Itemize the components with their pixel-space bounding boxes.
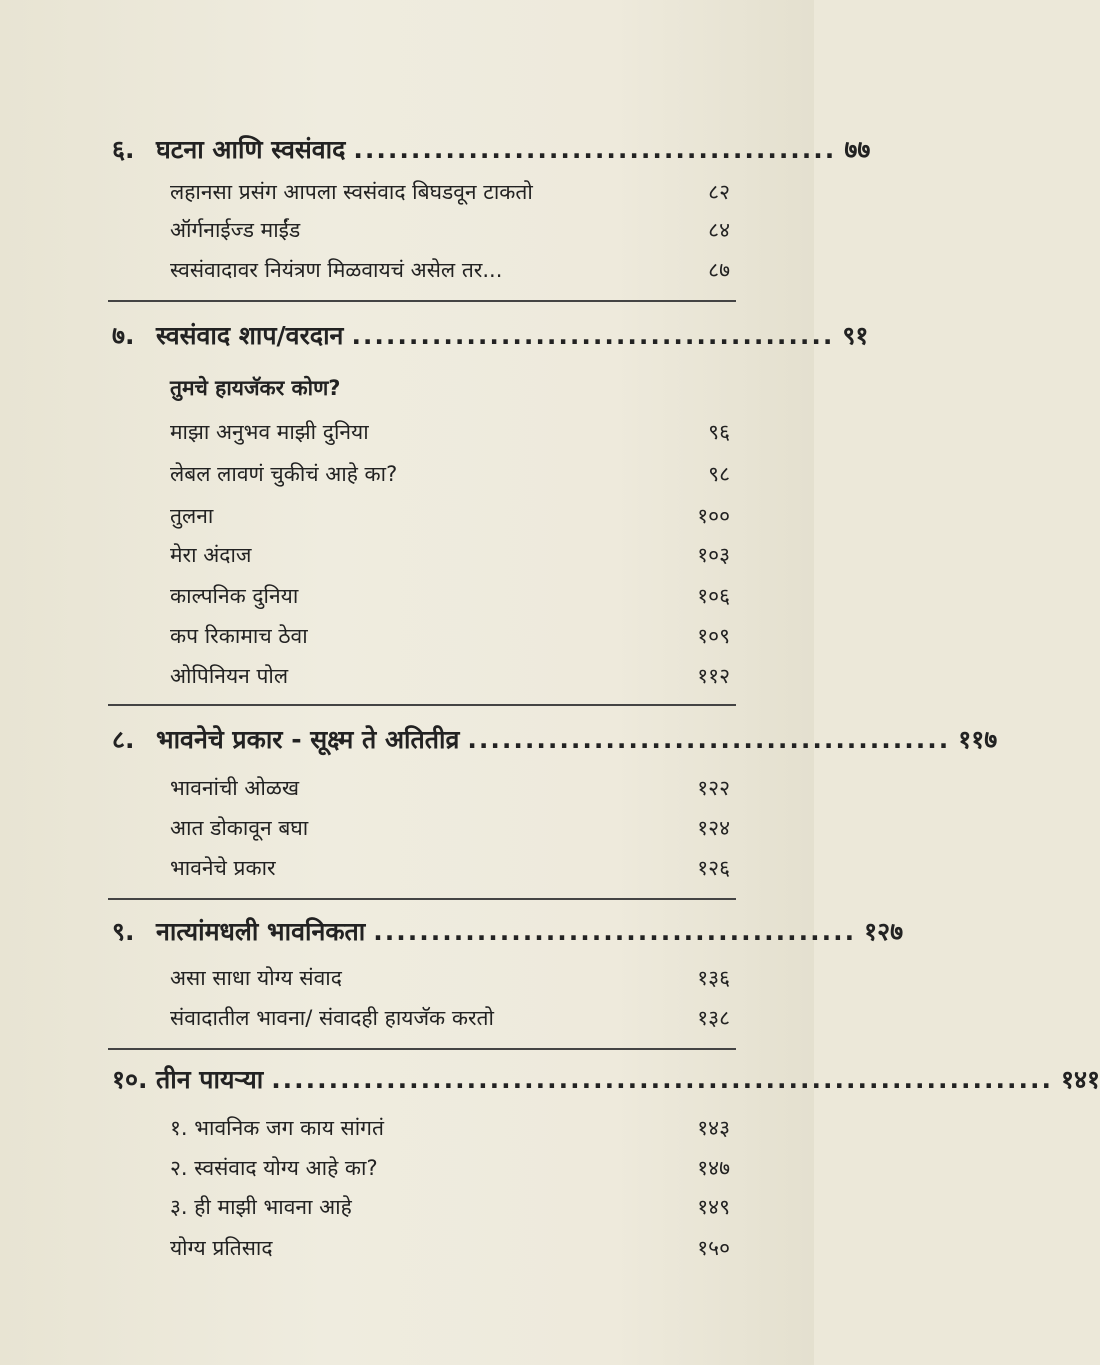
entry-page-number: ११२ (697, 664, 730, 688)
entry-title: आत डोकावून बघा (170, 816, 309, 840)
toc-entry (170, 622, 730, 650)
chapter-number: ७. (112, 321, 135, 350)
entry-title: ओपिनियन पोल (170, 664, 289, 688)
toc-entry (170, 216, 730, 244)
toc-entry (170, 1234, 730, 1262)
entry-page-number: १२४ (697, 816, 730, 840)
entry-page-number: १५० (697, 1236, 730, 1260)
toc-entry (170, 460, 730, 488)
entry-title: ३. ही माझी भावना आहे (170, 1195, 352, 1219)
entry-title: ऑर्गनाईज्ड माईंड (170, 218, 301, 242)
entry-page-number: १२२ (697, 776, 730, 800)
toc-entry (170, 418, 730, 446)
chapter-title: तीन पायऱ्या (156, 1065, 264, 1094)
toc-entry (170, 1004, 730, 1032)
entry-page-number: ८७ (708, 258, 730, 282)
leader-dots: .................................................................... (271, 1065, 1053, 1094)
section-divider (108, 898, 736, 900)
entry-title: लहानसा प्रसंग आपला स्वसंवाद बिघडवून टाकतो (170, 180, 533, 204)
entry-page-number: १४७ (697, 1156, 730, 1180)
toc-entry (170, 256, 730, 284)
entry-title: माझा अनुभव माझी दुनिया (170, 420, 369, 444)
entry-title: असा साधा योग्य संवाद (170, 966, 342, 990)
chapter-title: घटना आणि स्वसंवाद (156, 135, 346, 164)
toc-chapter-10 (112, 1062, 1100, 1096)
entry-title: भावनेचे प्रकार (170, 856, 276, 880)
toc-entry (170, 1114, 730, 1142)
chapter-number: ८. (112, 725, 135, 754)
toc-chapter-8 (112, 722, 998, 756)
section-divider (108, 300, 736, 302)
chapter-title: नात्यांमधली भावनिकता (156, 917, 366, 946)
chapter-number: ६. (112, 135, 135, 164)
toc-chapter-9 (112, 914, 904, 948)
toc-entry (170, 1193, 730, 1221)
toc-entry (170, 502, 730, 530)
toc-entry (170, 541, 730, 569)
toc-entry (170, 854, 730, 882)
chapter-title: भावनेचे प्रकार - सूक्ष्म ते अतितीव्र (156, 725, 460, 754)
entry-page-number: ९६ (708, 420, 730, 444)
toc-entry (170, 774, 730, 802)
toc-entry (170, 582, 730, 610)
entry-title: काल्पनिक दुनिया (170, 584, 299, 608)
entry-page-number: १०९ (697, 624, 730, 648)
chapter-page-number: १४१ (1061, 1065, 1100, 1094)
entry-title: लेबल लावणं चुकीचं आहे का? (170, 462, 398, 486)
entry-page-number: १०३ (697, 543, 730, 567)
leader-dots: .......................................... (467, 725, 951, 754)
toc-entry (170, 814, 730, 842)
entry-page-number: १३८ (697, 1006, 730, 1030)
toc-entry (170, 178, 730, 206)
leader-dots: .......................................... (373, 917, 857, 946)
section-divider (108, 1048, 736, 1050)
leader-dots: .......................................... (353, 135, 837, 164)
entry-title: स्वसंवादावर नियंत्रण मिळवायचं असेल तर... (170, 258, 503, 282)
chapter-title: स्वसंवाद शाप/वरदान (156, 321, 344, 350)
entry-page-number: १४३ (697, 1116, 730, 1140)
entry-title: २. स्वसंवाद योग्य आहे का? (170, 1156, 378, 1180)
chapter-page-number: ९१ (842, 321, 869, 350)
chapter-number: ९. (112, 917, 135, 946)
entry-page-number: १२६ (697, 856, 730, 880)
chapter-number: १०. (112, 1065, 148, 1094)
entry-page-number: ९८ (708, 462, 730, 486)
entry-title: तुलना (170, 504, 214, 528)
section-divider (108, 704, 736, 706)
entry-page-number: १३६ (697, 966, 730, 990)
entry-title: मेरा अंदाज (170, 543, 252, 567)
entry-title: भावनांची ओळख (170, 776, 300, 800)
entry-title: १. भावनिक जग काय सांगतं (170, 1116, 384, 1140)
chapter-page-number: ११७ (958, 725, 998, 754)
toc-entry (170, 964, 730, 992)
entry-page-number: ८४ (708, 218, 730, 242)
entry-title: संवादातील भावना/ संवादही हायजॅक करतो (170, 1006, 494, 1030)
toc-entry (170, 662, 730, 690)
section-heading: तुमचे हायजॅकर कोण? (170, 376, 341, 400)
entry-page-number: ८२ (708, 180, 730, 204)
leader-dots: .......................................... (351, 321, 835, 350)
chapter-page-number: ७७ (844, 135, 871, 164)
chapter-page-number: १२७ (864, 917, 904, 946)
entry-page-number: १४९ (697, 1195, 730, 1219)
toc-entry (170, 1154, 730, 1182)
entry-page-number: १०६ (697, 584, 730, 608)
toc-chapter-6 (112, 132, 871, 166)
entry-title: कप रिकामाच ठेवा (170, 624, 308, 648)
entry-title: योग्य प्रतिसाद (170, 1236, 273, 1260)
entry-page-number: १०० (697, 504, 730, 528)
toc-chapter-7 (112, 318, 869, 352)
